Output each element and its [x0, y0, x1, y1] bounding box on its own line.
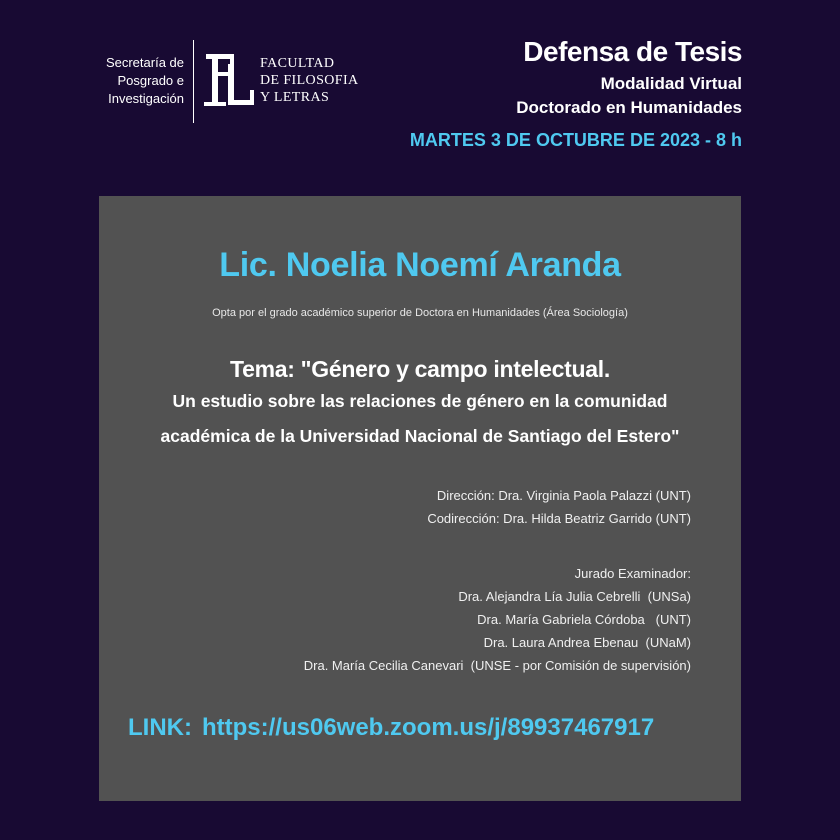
event-title: Defensa de Tesis — [523, 36, 742, 67]
meeting-link-row — [128, 714, 654, 742]
secretaria-label — [70, 54, 184, 108]
event-modality: Modalidad Virtual — [600, 74, 742, 93]
event-header — [410, 34, 742, 152]
jury-member: Dra. María Cecilia Canevari (UNSE - por Comisión de supervisión) — [303, 658, 691, 673]
jury-block — [304, 562, 691, 677]
jury-title: Jurado Examinador: — [574, 566, 691, 581]
link-label: LINK: — [128, 714, 192, 741]
direccion-line: Dirección: Dra. Virginia Paola Palazzi (UNT) — [436, 488, 691, 503]
thesis-topic-subtitle: académica de la Universidad Nacional de Santiago del Estero" — [160, 426, 680, 446]
secretaria-line: Posgrado e — [117, 73, 184, 88]
thesis-card — [99, 196, 741, 801]
meeting-link[interactable]: https://us06web.zoom.us/j/89937467917 — [201, 714, 655, 741]
event-program: Doctorado en Humanidades — [516, 98, 742, 117]
thesis-topic-subtitle: Un estudio sobre las relaciones de género en la comunidad — [172, 391, 668, 411]
jury-member: Dra. María Gabriela Córdoba (UNT) — [477, 612, 691, 627]
jury-member: Dra. Laura Andrea Ebenau (UNaM) — [483, 635, 691, 650]
supervision-block — [427, 484, 691, 530]
candidate-name: Lic. Noelia Noemí Aranda — [219, 246, 621, 284]
event-date: MARTES 3 DE OCTUBRE DE 2023 - 8 h — [409, 130, 742, 150]
facultad-line: FACULTAD — [260, 56, 335, 71]
facultad-name — [260, 55, 359, 106]
secretaria-line: Investigación — [108, 91, 184, 106]
facultad-line: DE FILOSOFIA — [260, 73, 359, 88]
secretaria-line: Secretaría de — [105, 55, 184, 70]
codireccion-line: Codirección: Dra. Hilda Beatriz Garrido (UNT) — [427, 511, 691, 526]
thesis-topic-title: Tema: "Género y campo intelectual. — [230, 356, 610, 382]
facultad-line: Y LETRAS — [260, 90, 330, 105]
logo-divider — [193, 40, 194, 123]
facultad-logo-icon — [200, 50, 256, 110]
degree-line: Opta por el grado académico superior de Doctora en Humanidades (Área Sociología) — [212, 307, 628, 319]
jury-member: Dra. Alejandra Lía Julia Cebrelli (UNSa) — [458, 589, 691, 604]
